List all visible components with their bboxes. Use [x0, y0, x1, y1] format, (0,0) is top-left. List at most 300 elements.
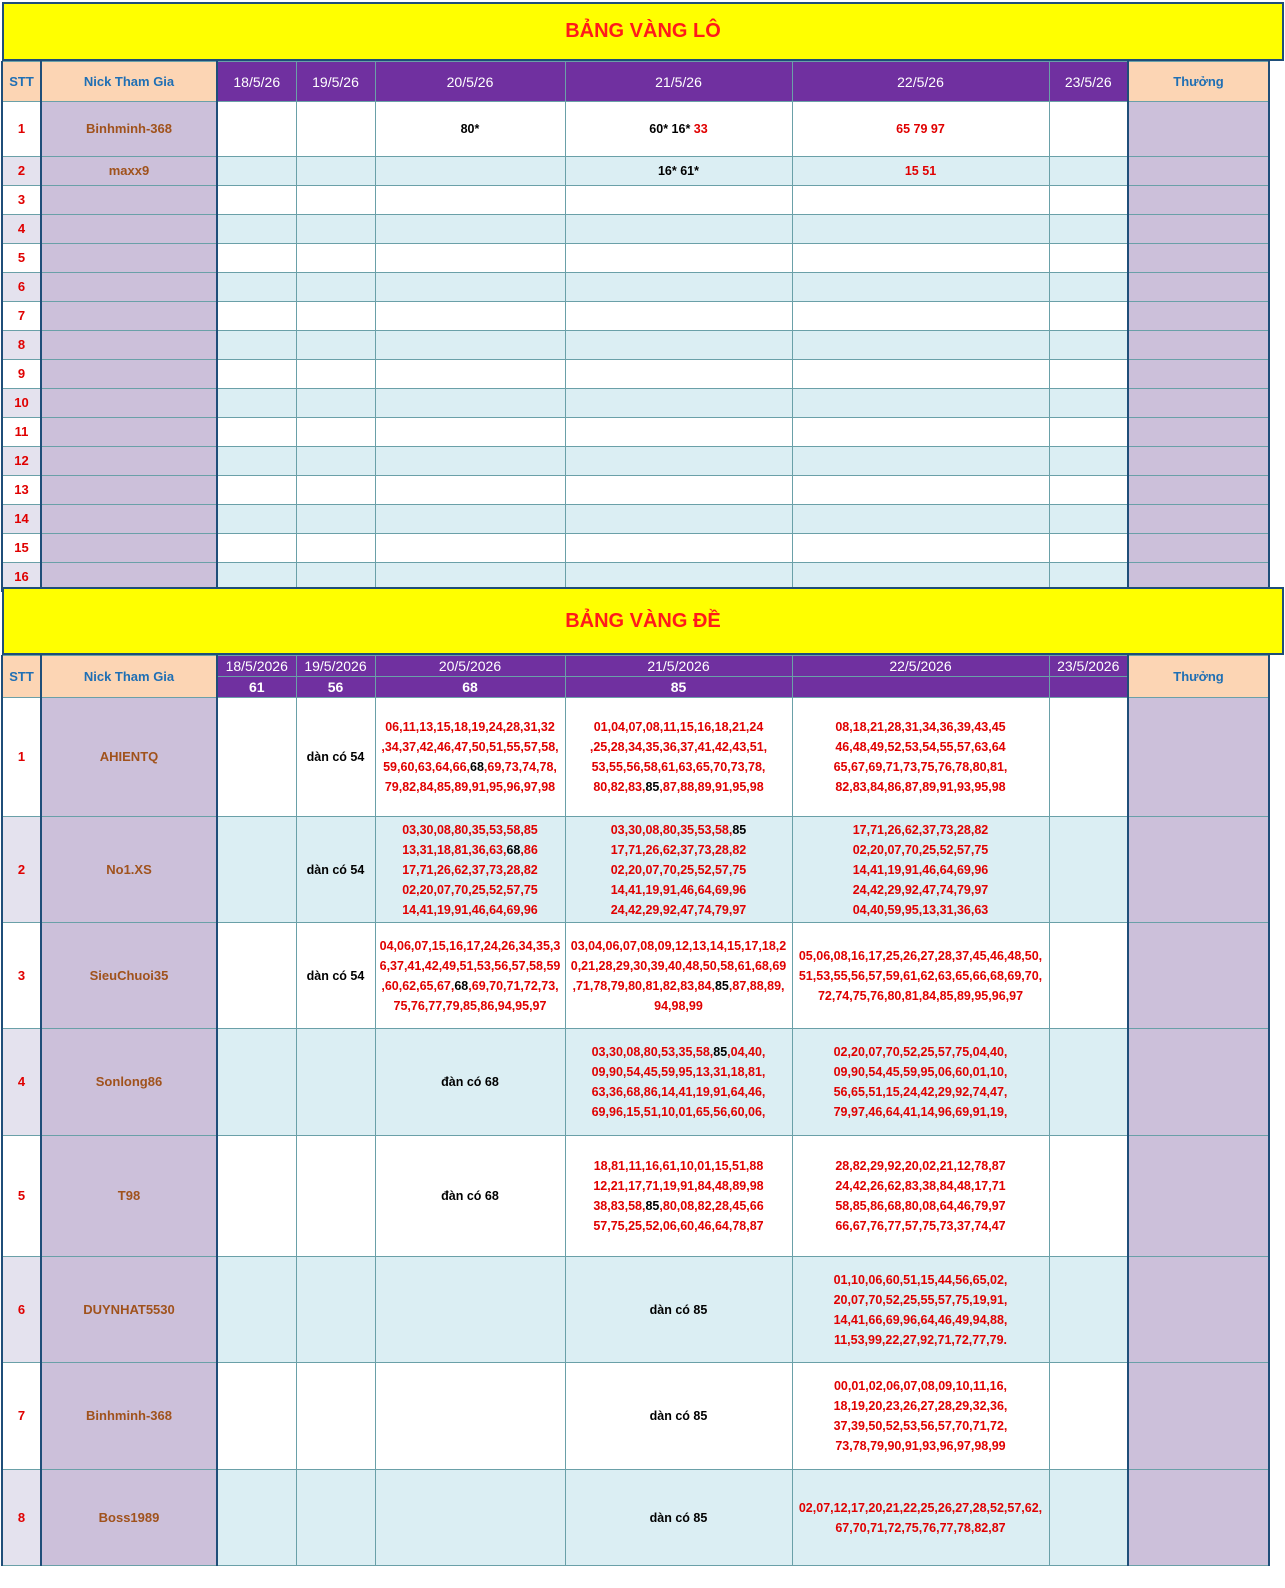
cell-d3: [375, 698, 565, 817]
cell-d3: [375, 418, 565, 447]
header-result: 61: [217, 677, 296, 698]
row-stt: 14: [2, 505, 41, 534]
cell-d2: dàn có 54: [296, 817, 375, 923]
number-line: [566, 1176, 792, 1196]
cell-d5: [792, 1257, 1049, 1363]
cell-d6: [1049, 331, 1128, 360]
cell-d1: [217, 1470, 296, 1566]
row-nick: Binhminh-368: [41, 102, 217, 157]
row-nick: [41, 418, 217, 447]
number-text: 06,11,13,15,18,19,24,28,31,32: [385, 720, 555, 734]
table-row: [2, 418, 1269, 447]
cell-d2: [296, 534, 375, 563]
number-text: ,60,62,65,67,: [381, 978, 455, 993]
cell-d5: [792, 698, 1049, 817]
header-date: 22/5/26: [792, 62, 1049, 102]
cell-d1: [217, 476, 296, 505]
number-line: [566, 777, 792, 797]
row-nick: maxx9: [41, 157, 217, 186]
number-line: 51,53,55,56,57,59,61,62,63,65,66,68,69,70,: [798, 968, 1043, 983]
row-nick: Sonlong86: [41, 1029, 217, 1136]
cell-d1: [217, 447, 296, 476]
number-text: 53,55,56,58,61,63,65,70,73,78,: [591, 760, 766, 774]
cell-d6: [1049, 186, 1128, 215]
cell-d6: [1049, 505, 1128, 534]
lo-header-row: [2, 62, 1269, 102]
row-stt: 10: [2, 389, 41, 418]
cell-d6: [1049, 1136, 1128, 1257]
row-stt: 1: [2, 102, 41, 157]
table-row: [2, 476, 1269, 505]
cell-d1: [217, 186, 296, 215]
number-line: [376, 840, 565, 860]
cell-d4: [565, 698, 792, 817]
table-row: [2, 215, 1269, 244]
number-line: 14,41,66,69,96,64,46,49,94,88,: [833, 1312, 1008, 1327]
cell-d3: [375, 1363, 565, 1470]
header-nick: Nick Tham Gia: [41, 62, 217, 102]
number-line: [566, 737, 792, 757]
number-text: ,86: [520, 842, 538, 857]
cell-d6: [1049, 273, 1128, 302]
row-stt: 6: [2, 1257, 41, 1363]
number-line: 67,70,71,72,75,76,77,78,82,87: [835, 1520, 1006, 1535]
table-row: [2, 817, 1269, 923]
cell-d4: [565, 157, 792, 186]
table-row: [2, 157, 1269, 186]
row-stt: 12: [2, 447, 41, 476]
table-row: [2, 698, 1269, 817]
cell-d4: [565, 360, 792, 389]
cell-thuong: [1128, 102, 1269, 157]
cell-d1: [217, 273, 296, 302]
number-text: 0,21,28,29,30,39,40,48,50,58,61,68,69: [570, 958, 787, 973]
cell-d5: [792, 923, 1049, 1029]
number-text: 94,98,99: [654, 998, 703, 1013]
cell-d6: [1049, 534, 1128, 563]
cell-d4: [565, 505, 792, 534]
table-row: [2, 534, 1269, 563]
number-line: [376, 976, 565, 996]
row-nick: DUYNHAT5530: [41, 1257, 217, 1363]
table-row: [2, 102, 1269, 157]
cell-d6: [1049, 302, 1128, 331]
cell-d6: [1049, 698, 1128, 817]
cell-d2: [296, 1029, 375, 1136]
table-row: [2, 1363, 1269, 1470]
header-thuong: Thưởng: [1128, 656, 1269, 698]
cell-d5: 65 79 97: [792, 102, 1049, 157]
number-text: 85: [713, 1045, 728, 1059]
cell-thuong: [1128, 476, 1269, 505]
cell-thuong: [1128, 817, 1269, 923]
cell-thuong: [1128, 1136, 1269, 1257]
cell-thuong: [1128, 186, 1269, 215]
row-stt: 4: [2, 215, 41, 244]
cell-d4: [565, 331, 792, 360]
cell-d3: 80*: [375, 102, 565, 157]
number-line: 04,40,59,95,13,31,36,63: [852, 902, 989, 917]
cell-d2: [296, 186, 375, 215]
number-text: 01,04,07,08,11,15,16,18,21,24: [593, 720, 764, 734]
number-line: [566, 900, 792, 920]
cell-d4: dàn có 85: [565, 1257, 792, 1363]
number-line: [376, 996, 565, 1016]
cell-d3: [375, 302, 565, 331]
cell-d5: [792, 215, 1049, 244]
number-line: [566, 1196, 792, 1216]
number-line: 28,82,29,92,20,02,21,12,78,87: [835, 1159, 1006, 1173]
number-text: 79,82,84,85,89,91,95,96,97,98: [384, 780, 556, 794]
cell-d2: [296, 418, 375, 447]
cell-d2: dàn có 54: [296, 923, 375, 1029]
number-text: 14,41,19,91,46,64,69,96: [610, 882, 747, 897]
cell-d3: [375, 505, 565, 534]
table-row: [2, 505, 1269, 534]
cell-d1: [217, 102, 296, 157]
cell-d1: [217, 817, 296, 923]
cell-thuong: [1128, 273, 1269, 302]
row-nick: [41, 186, 217, 215]
cell-d1: [217, 244, 296, 273]
cell-d4: [565, 186, 792, 215]
cell-d1: [217, 1363, 296, 1470]
number-line: 72,74,75,76,80,81,84,85,89,95,96,97: [817, 988, 1024, 1003]
header-result: 56: [296, 677, 375, 698]
number-text: ,34,37,42,46,47,50,51,55,57,58,: [381, 740, 559, 754]
cell-d2: [296, 1363, 375, 1470]
cell-d3: [375, 360, 565, 389]
number-text: ,87,88,89,91,95,98: [659, 780, 764, 794]
row-stt: 5: [2, 1136, 41, 1257]
header-date: 23/5/26: [1049, 62, 1128, 102]
table-row: [2, 923, 1269, 1029]
cell-d5: [792, 244, 1049, 273]
row-stt: 4: [2, 1029, 41, 1136]
cell-d1: [217, 505, 296, 534]
cell-d2: [296, 447, 375, 476]
row-nick: [41, 476, 217, 505]
cell-d4: [565, 447, 792, 476]
cell-d2: [296, 244, 375, 273]
cell-thuong: [1128, 447, 1269, 476]
row-stt: 1: [2, 698, 41, 817]
cell-d3: [375, 534, 565, 563]
cell-thuong: [1128, 244, 1269, 273]
cell-d1: [217, 360, 296, 389]
cell-thuong: [1128, 698, 1269, 817]
number-text: 13,31,18,81,36,63,: [402, 842, 507, 857]
number-text: 63,36,68,86,14,41,19,91,64,46,: [591, 1085, 766, 1099]
number-text: 16* 61*: [657, 164, 699, 178]
header-result: 85: [565, 677, 792, 698]
number-line: 58,85,86,68,80,08,64,46,79,97: [835, 1199, 1006, 1213]
row-stt: 3: [2, 923, 41, 1029]
cell-d4: [565, 273, 792, 302]
number-line: 11,53,99,22,27,92,71,72,77,79.: [833, 1332, 1008, 1347]
cell-d2: [296, 505, 375, 534]
number-text: 04,06,07,15,16,17,24,26,34,35,3: [379, 938, 561, 953]
number-line: [566, 1042, 792, 1062]
number-line: [566, 1082, 792, 1102]
number-line: [566, 840, 792, 860]
cell-d1: [217, 1257, 296, 1363]
cell-d6: [1049, 244, 1128, 273]
table-row: [2, 1136, 1269, 1257]
header-result: 68: [375, 677, 565, 698]
header-date: 21/5/26: [565, 62, 792, 102]
header-date: 22/5/2026: [792, 656, 1049, 677]
number-text: 68: [454, 978, 469, 993]
number-line: [566, 717, 792, 737]
cell-d4: [565, 817, 792, 923]
row-nick: SieuChuoi35: [41, 923, 217, 1029]
number-line: 02,07,12,17,20,21,22,25,26,27,28,52,57,62,: [798, 1500, 1043, 1515]
cell-d1: [217, 389, 296, 418]
cell-d2: [296, 1470, 375, 1566]
row-stt: 7: [2, 1363, 41, 1470]
cell-d3: [375, 817, 565, 923]
number-line: 24,42,29,92,47,74,79,97: [852, 882, 989, 897]
row-stt: 2: [2, 157, 41, 186]
number-text: 80,82,83,: [593, 780, 646, 794]
cell-d3: [375, 389, 565, 418]
row-stt: 16: [2, 563, 41, 592]
number-line: 73,78,79,90,91,93,96,97,98,99: [835, 1439, 1006, 1453]
cell-d1: [217, 215, 296, 244]
header-stt: STT: [2, 656, 41, 698]
cell-d3: [375, 215, 565, 244]
number-line: 24,42,26,62,83,38,84,48,17,71: [835, 1179, 1006, 1193]
number-line: 17,71,26,62,37,73,28,82: [852, 822, 989, 837]
cell-thuong: [1128, 1363, 1269, 1470]
number-line: 02,20,07,70,25,52,57,75: [852, 842, 989, 857]
row-nick: [41, 447, 217, 476]
cell-thuong: [1128, 923, 1269, 1029]
header-date: 19/5/26: [296, 62, 375, 102]
cell-d5: [792, 273, 1049, 302]
row-nick: [41, 534, 217, 563]
cell-d3: [375, 186, 565, 215]
number-line: [376, 900, 565, 920]
number-line: 79,97,46,64,41,14,96,69,91,19,: [833, 1105, 1008, 1119]
cell-d4: [565, 102, 792, 157]
cell-d6: [1049, 1363, 1128, 1470]
cell-d5: [792, 418, 1049, 447]
number-line: 20,07,70,52,25,55,57,75,19,91,: [833, 1292, 1008, 1307]
row-nick: [41, 331, 217, 360]
cell-d4: [565, 418, 792, 447]
number-text: 6,37,41,42,49,51,53,56,57,58,59: [379, 958, 561, 973]
cell-d5: [792, 1136, 1049, 1257]
number-line: [566, 757, 792, 777]
row-nick: [41, 360, 217, 389]
cell-d5: [792, 302, 1049, 331]
cell-d1: [217, 418, 296, 447]
cell-d3: [375, 447, 565, 476]
cell-d5: [792, 476, 1049, 505]
cell-thuong: [1128, 331, 1269, 360]
cell-thuong: [1128, 534, 1269, 563]
cell-d1: [217, 157, 296, 186]
cell-d4: [565, 389, 792, 418]
cell-d4: [565, 1136, 792, 1257]
number-text: 03,30,08,80,35,53,58,: [610, 822, 733, 837]
number-line: 66,67,76,77,57,75,73,37,74,47: [835, 1219, 1006, 1233]
cell-d4: dàn có 85: [565, 1470, 792, 1566]
cell-d2: [296, 302, 375, 331]
number-text: 57,75,25,52,06,60,46,64,78,87: [593, 1219, 764, 1233]
number-text: ,71,78,79,80,81,82,83,84,: [572, 978, 715, 993]
number-text: ,25,28,34,35,36,37,41,42,43,51,: [589, 740, 768, 754]
cell-d5: [792, 817, 1049, 923]
header-date: 23/5/2026: [1049, 656, 1128, 677]
row-stt: 3: [2, 186, 41, 215]
table-row: [2, 360, 1269, 389]
number-line: [566, 820, 792, 840]
cell-d3: [375, 923, 565, 1029]
number-line: [566, 996, 792, 1016]
number-line: [376, 820, 565, 840]
cell-d6: [1049, 389, 1128, 418]
number-line: 56,65,51,15,24,42,29,92,74,47,: [833, 1085, 1008, 1099]
table-row: [2, 331, 1269, 360]
number-text: ,80,08,82,28,45,66: [659, 1199, 764, 1213]
number-line: 18,19,20,23,26,27,28,29,32,36,: [833, 1399, 1008, 1413]
cell-thuong: [1128, 1029, 1269, 1136]
number-text: 69,96,15,51,10,01,65,56,60,06,: [591, 1105, 766, 1119]
cell-thuong: [1128, 505, 1269, 534]
row-nick: [41, 244, 217, 273]
number-line: 08,18,21,28,31,34,36,39,43,45: [835, 720, 1006, 734]
number-line: [566, 1216, 792, 1236]
number-line: 09,90,54,45,59,95,06,60,01,10,: [833, 1065, 1008, 1079]
number-line: [376, 737, 565, 757]
cell-d4: [565, 302, 792, 331]
cell-d2: [296, 1136, 375, 1257]
number-text: ,87,88,89,: [728, 978, 785, 993]
number-line: [376, 860, 565, 880]
header-stt: STT: [2, 62, 41, 102]
cell-d5: [792, 1363, 1049, 1470]
cell-d5: [792, 331, 1049, 360]
cell-d4: [565, 534, 792, 563]
cell-d2: [296, 331, 375, 360]
cell-d6: [1049, 215, 1128, 244]
cell-thuong: [1128, 215, 1269, 244]
number-line: [376, 936, 565, 956]
header-result: [792, 677, 1049, 698]
number-line: [376, 956, 565, 976]
number-text: 68: [506, 842, 521, 857]
number-text: 12,21,17,71,19,91,84,48,89,98: [593, 1179, 764, 1193]
cell-d1: [217, 923, 296, 1029]
number-line: [376, 757, 565, 777]
number-text: ,69,73,74,78,: [483, 760, 557, 774]
number-text: 85: [645, 780, 660, 794]
number-line: 02,20,07,70,52,25,57,75,04,40,: [833, 1045, 1008, 1059]
row-stt: 11: [2, 418, 41, 447]
cell-d3: [375, 476, 565, 505]
cell-d5: [792, 389, 1049, 418]
number-text: 17,71,26,62,37,73,28,82: [402, 862, 538, 877]
cell-d6: [1049, 360, 1128, 389]
number-line: [566, 976, 792, 996]
cell-d4: [565, 1029, 792, 1136]
cell-d5: [792, 505, 1049, 534]
number-text: ,04,40,: [727, 1045, 766, 1059]
cell-d1: [217, 698, 296, 817]
cell-thuong: [1128, 418, 1269, 447]
number-text: ,69,70,71,72,73,: [468, 978, 559, 993]
cell-d6: [1049, 1257, 1128, 1363]
number-text: 02,20,07,70,25,52,57,75: [610, 862, 747, 877]
cell-d4: dàn có 85: [565, 1363, 792, 1470]
number-line: 37,39,50,52,53,56,57,70,71,72,: [833, 1419, 1008, 1433]
number-line: [566, 1062, 792, 1082]
number-text: 75,76,77,79,85,86,94,95,97: [393, 998, 547, 1013]
number-line: [376, 880, 565, 900]
cell-d3: [375, 1257, 565, 1363]
cell-d4: [565, 244, 792, 273]
number-line: [566, 860, 792, 880]
cell-d5: [792, 1029, 1049, 1136]
number-line: 01,10,06,60,51,15,44,56,65,02,: [833, 1272, 1008, 1287]
cell-d5: [792, 1470, 1049, 1566]
number-text: 03,04,06,07,08,09,12,13,14,15,17,18,2: [570, 938, 787, 953]
row-nick: Binhminh-368: [41, 1363, 217, 1470]
cell-d2: [296, 102, 375, 157]
cell-d3: [375, 331, 565, 360]
cell-thuong: [1128, 389, 1269, 418]
header-thuong: Thưởng: [1128, 62, 1269, 102]
cell-thuong: [1128, 360, 1269, 389]
cell-d6: [1049, 817, 1128, 923]
cell-thuong: [1128, 157, 1269, 186]
row-nick: T98: [41, 1136, 217, 1257]
cell-d3: [375, 1470, 565, 1566]
number-line: [566, 880, 792, 900]
number-text: 68: [470, 760, 484, 774]
row-stt: 8: [2, 331, 41, 360]
lo-title: BẢNG VÀNG LÔ: [2, 2, 1284, 61]
number-line: [566, 936, 792, 956]
row-nick: Boss1989: [41, 1470, 217, 1566]
table-row: [2, 1257, 1269, 1363]
cell-d6: [1049, 418, 1128, 447]
number-text: 85: [645, 1199, 660, 1213]
table-row: [2, 302, 1269, 331]
cell-d6: [1049, 476, 1128, 505]
number-text: 33: [693, 122, 708, 136]
cell-d2: [296, 273, 375, 302]
table-row: [2, 186, 1269, 215]
cell-thuong: [1128, 302, 1269, 331]
de-header-row: [2, 656, 1269, 677]
header-date: 18/5/26: [217, 62, 296, 102]
lo-table: [1, 61, 1270, 592]
number-line: 46,48,49,52,53,54,55,57,63,64: [835, 740, 1006, 754]
de-title: BẢNG VÀNG ĐỀ: [2, 587, 1284, 655]
de-table: [1, 655, 1270, 1566]
number-text: 59,60,63,64,66,: [383, 760, 470, 774]
cell-d6: [1049, 923, 1128, 1029]
number-text: 60* 16*: [649, 122, 694, 136]
cell-d2: [296, 215, 375, 244]
row-stt: 5: [2, 244, 41, 273]
header-date: 18/5/2026: [217, 656, 296, 677]
cell-d2: [296, 476, 375, 505]
